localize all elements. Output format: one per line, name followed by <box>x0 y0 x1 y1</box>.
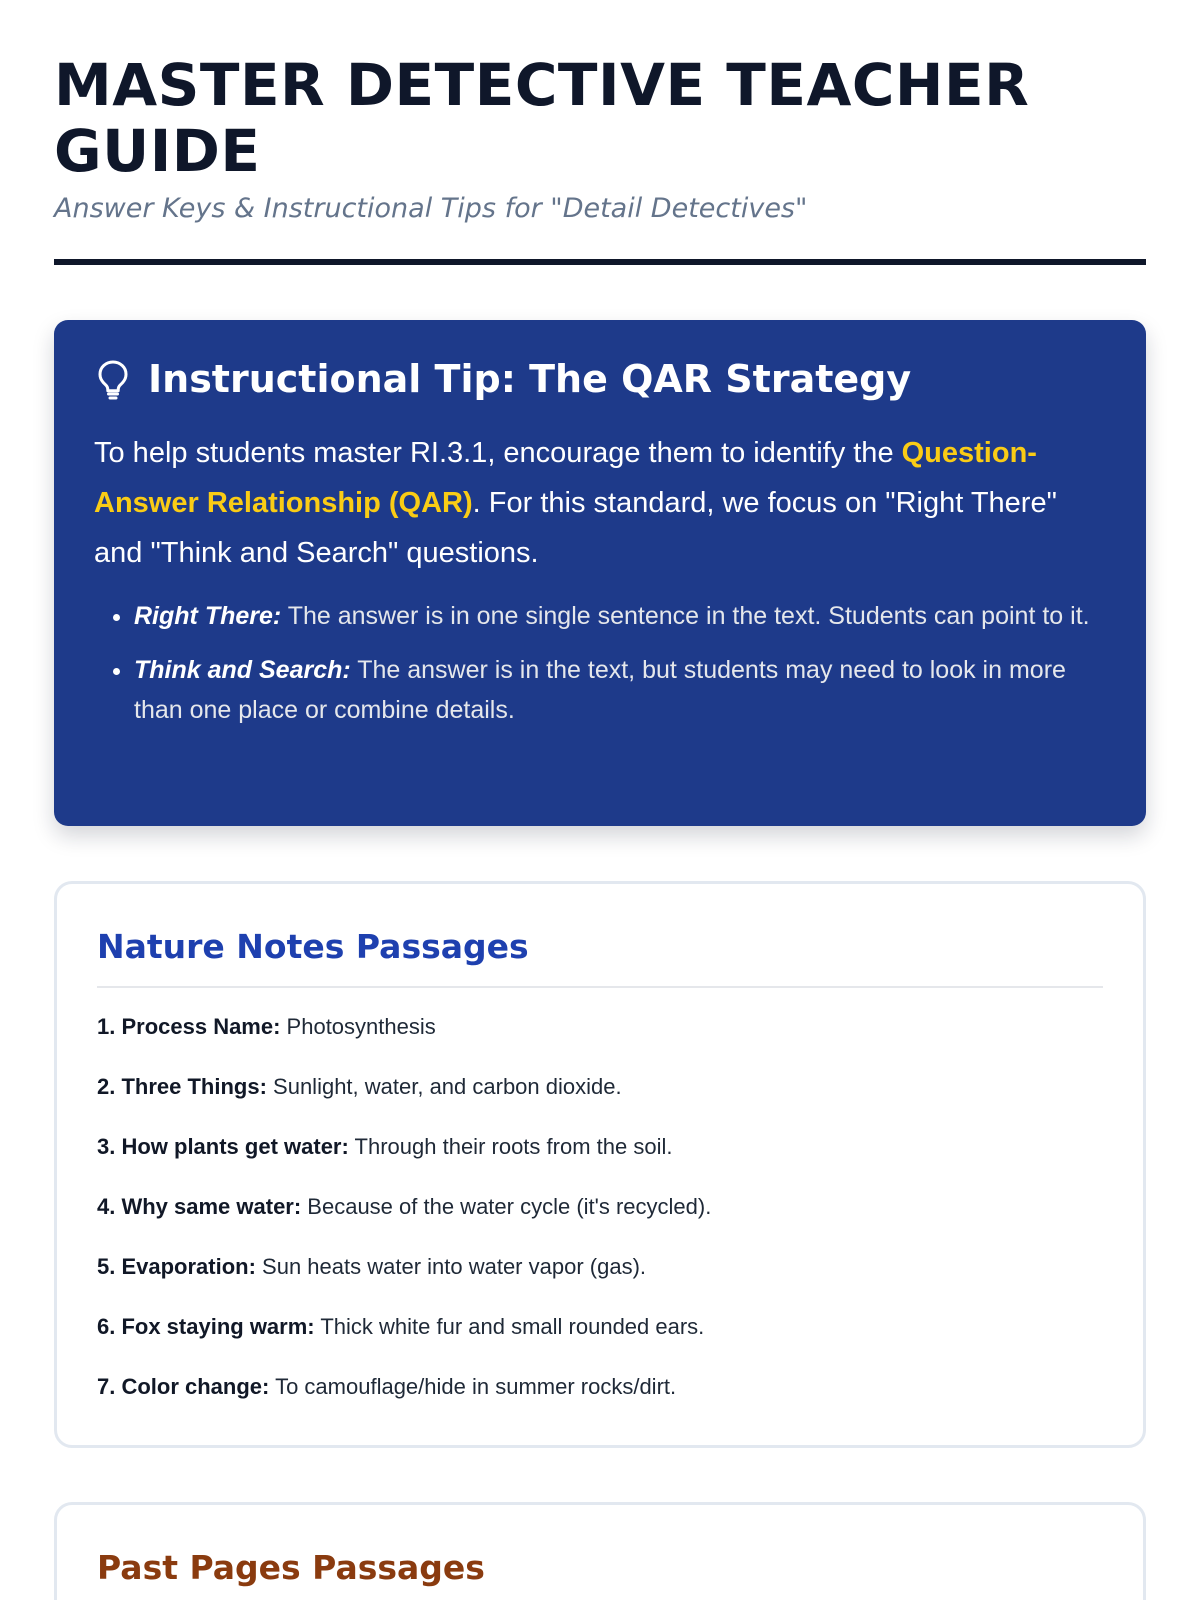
nature-notes-title: Nature Notes Passages <box>97 926 1103 988</box>
qar-strategy-list <box>94 596 1106 730</box>
answer-label: 5. Evaporation: <box>97 1254 256 1279</box>
list-item-term: Right There: <box>134 602 282 630</box>
answer-text: Sunlight, water, and carbon dioxide. <box>266 1074 622 1099</box>
past-pages-card <box>54 1502 1146 1600</box>
tip-intro-continuation: . For this standard, we focus on "Right There" and "Think and Search" questions. <box>94 487 1057 569</box>
tip-title: Instructional Tip: The QAR Strategy <box>148 357 912 401</box>
answer-text: Thick white fur and small rounded ears. <box>314 1314 705 1339</box>
list-item <box>97 1132 1103 1162</box>
page-title: MASTER DETECTIVE TEACHER GUIDE <box>54 51 1030 185</box>
list-item <box>97 1312 1103 1342</box>
past-pages-title: Past Pages Passages <box>97 1548 485 1587</box>
list-item <box>97 1372 1103 1402</box>
answer-text: Through their roots from the soil. <box>348 1134 673 1159</box>
answer-label: 7. Color change: <box>97 1374 270 1399</box>
list-item <box>97 1192 1103 1222</box>
tip-intro <box>94 428 1106 578</box>
answer-label: 3. How plants get water: <box>97 1134 349 1159</box>
page-header <box>54 52 1146 226</box>
nature-notes-card <box>54 881 1146 1448</box>
list-item-description: The answer is in one single sentence in the text. Students can point to it. <box>281 602 1090 630</box>
list-item-term: Think and Search: <box>134 656 351 684</box>
qar-highlight: Question-Answer Relationship (QAR) <box>94 437 1037 519</box>
answer-label: 2. Three Things: <box>97 1074 267 1099</box>
instructional-tip-card <box>54 320 1146 826</box>
header-divider <box>54 259 1146 265</box>
tip-heading <box>94 356 1106 402</box>
nature-notes-answer-key <box>97 1012 1103 1402</box>
list-item <box>97 1072 1103 1102</box>
answer-text: Photosynthesis <box>280 1014 436 1039</box>
list-item-description: The answer is in the text, but students may need to look in more than one place or combine details. <box>134 656 1066 724</box>
list-item <box>134 596 1106 636</box>
page-subtitle: Answer Keys & Instructional Tips for "Detail Detectives" <box>54 193 808 224</box>
list-item <box>134 650 1106 730</box>
list-item <box>97 1012 1103 1042</box>
answer-text: Sun heats water into water vapor (gas). <box>255 1254 647 1279</box>
answer-label: 1. Process Name: <box>97 1014 281 1039</box>
tip-intro-text: To help students master RI.3.1, encourage them to identify the <box>94 437 902 469</box>
answer-label: 4. Why same water: <box>97 1194 302 1219</box>
list-item <box>97 1252 1103 1282</box>
answer-text: To camouflage/hide in summer rocks/dirt. <box>269 1374 677 1399</box>
lightbulb-icon <box>94 358 132 400</box>
answer-text: Because of the water cycle (it's recycled). <box>301 1194 712 1219</box>
answer-label: 6. Fox staying warm: <box>97 1314 315 1339</box>
